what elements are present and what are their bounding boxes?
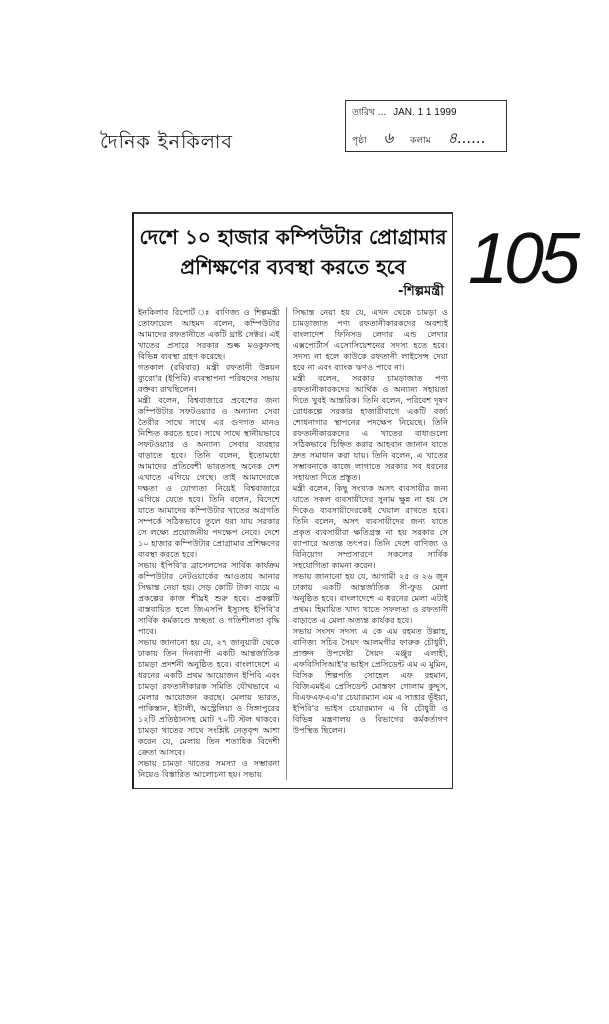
paragraph: সভায় চামড়া খাতের সমস্যা ও সম্ভাবনা নিয়েও বিস্তারিত আলোচনা হয়। সভায় bbox=[138, 758, 280, 779]
headline-line-1: দেশে ১০ হাজার কম্পিউটার প্রোগ্রামার bbox=[139, 225, 447, 249]
paragraph: সিদ্ধান্ত নেয়া হয় যে, এখন থেকে চামড়া ও চামড়াজাত পণ্য রফতানীকারকদের অবশ্যই বাংলাদেশ ফিনিসড লেদার এন্ড লেদার এক্সপোর্টার্স এসোসিয়েশনের সদস্য হতে হবে। সদস্য না হলে কাউকে রফতানী লাইসেন্স দেয়া হবে না এবং ব্যাংক ঋণও পাবে না। bbox=[292, 307, 448, 372]
stamp-date-label: তারিখ ... bbox=[352, 108, 387, 118]
paragraph: গতকাল (রবিবার) মন্ত্রী রফতানী উন্নয়ন ব্যুরো'র (ইপিবি) ব্যবস্থাপনা পরিষদের সভায় বক্তব্য রাখছিলেন। bbox=[138, 362, 280, 394]
article-clipping bbox=[132, 212, 453, 789]
handwritten-folio-number: 105 bbox=[468, 219, 577, 299]
paragraph: সভায় সংসদ সদস্য এ কে এম রহমত উল্লাহ, বাণিজ্য সচিব সৈয়দ আলমগীর ফারুক চৌধুরী, প্রাক্তন উপদেষ্টা সৈয়দ মঞ্জুর এলাহী, এফবিসিসিআই'র ভাইস প্রেসিডেন্ট এম এ মুমিন, বিসিক শিল্পপতি সোহেল এফ রহমান, বিজিএমইএ প্রেসিডেন্ট মোস্তফা গোলাম কুদ্দুস, বিএফএফএএ'র চেয়ারম্যান এম এ সাত্তার ভূঁইয়া, ইপিবি'র ভাইস চেয়ারম্যান এ বি চৌধুরী ও বিভিন্ন মন্ত্রণালয় ও বিভাগের কর্মকর্তাগণ উপস্থিত ছিলেন। bbox=[292, 626, 448, 735]
article-column-right bbox=[293, 307, 448, 780]
article-column-left bbox=[138, 307, 280, 780]
date-stamp bbox=[345, 100, 507, 152]
article-columns bbox=[138, 307, 448, 780]
stamp-date: JAN. 1 1 1999 bbox=[393, 107, 457, 118]
stamp-page: ৬ bbox=[383, 129, 394, 147]
paragraph: ইনকিলাব রিপোর্ট ঃ বাণিজ্য ও শিল্পমন্ত্রী তোফায়েল আহমদ বলেন, কম্পিউটার আমাদের রফতানীতে একটি থ্রাষ্ট সেক্টর। এই খাতের প্রসারে সরকার শুল্ক মওকুফসহ বিভিন্ন ব্যবস্থা গ্রহণ করেছে। bbox=[138, 307, 280, 361]
newspaper-name: দৈনিক ইনকিলাব bbox=[100, 131, 233, 153]
paragraph: মন্ত্রী বলেন, কিছু সংখ্যক অসৎ ব্যবসায়ীর জন্য যাতে সকল ব্যবসায়ীদের সুনাম ক্ষুন্ন না হয় সে দিকেও ব্যবসায়ীদেরকেই খেয়াল রাখতে হবে। তিনি বলেন, অসৎ ব্যবসায়ীদের জন্য যাতে প্রকৃত ব্যবসায়ীরা ক্ষতিগ্রস্ত না হয় সরকার সে ব্যাপারে অত্যন্ত তৎপর। তিনি দেশে বাণিজ্য ও বিনিয়োগ সম্প্রসারণে সকলের সার্বিক সহযোগিতা কামনা করেন। bbox=[292, 483, 448, 570]
stamp-page-label: পৃষ্ঠা bbox=[352, 136, 367, 146]
paragraph: মন্ত্রী বলেন, বিশ্ববাজারে প্রবেশের জন্য কম্পিউটার সফটওয়্যার ও অন্যান্য সেবা তৈরীর সাথে সাথে এর গুণগত মানও নিশ্চিত করতে হবে। সাথে সাথে স্থানীয়ভাবে সফটওয়্যার ও অন্যান্য সেবার ব্যবহার বাড়াতে হবে। তিনি বলেন, ইতোমধ্যে আমাদের প্রতিবেশী ভারতসহ অনেক দেশ এখাতে এগিয়ে গেছে। তাই আমাদেরকে দক্ষতা ও যোগ্যতা নিয়েই বিশ্ববাজারে এগিয়ে যেতে হবে। তিনি বলেন, বিদেশে যাতে আমাদের কম্পিউটার খাতের অগ্রগতি সম্পর্কে সঠিকভাবে তুলে ধরা যায় সরকার সে লক্ষ্যে প্রয়োজনীয় পদক্ষেপ নেবে। দেশে ১০ হাজার কম্পিউটার প্রোগ্রামার প্রশিক্ষণের ব্যবস্থা করতে হবে। bbox=[138, 395, 280, 559]
headline bbox=[138, 222, 448, 282]
byline: -শিল্পমন্ত্রী bbox=[397, 284, 444, 299]
paragraph: মন্ত্রী বলেন, সরকার চামড়াজাত পণ্য রফতানীকারকদের আর্থিক ও অন্যান্য সহায়তা দিতে খুবই আন্তরিক। তিনি বলেন, পরিবেশ দূষণ রোধকল্পে সরকার হাজারীবাগে একটি বর্জ্য শোধনাগার স্থাপনের পদক্ষেপ নিয়েছে। তিনি রফতানীকারকদের এ খাতের বাধাগুলো সঠিকভাবে চিহ্নিত করার আহবান জানান যাতে দ্রুত সমাধান করা যায়। তিনি বলেন, এ খাতের সম্ভাবনাকে কাজে লাগাতে সরকার সব ধরনের সহায়তা দিতে প্রস্তুত। bbox=[292, 373, 448, 482]
paragraph: সভায় জানানো হয় যে, আগামী ২৫ ও ২৬ জুন ঢাকায় একটি আন্তর্জাতিক সী-ফুড মেলা অনুষ্ঠিত হবে। বাংলাদেশে এ ধরনের মেলা এটাই প্রথম। হিমায়িত খাদ্য খাতে সফলতা ও রফতানী বাড়াতে এ মেলা অত্যন্ত কার্যকর হবে। bbox=[292, 571, 448, 625]
paragraph: সভায় ইপিবি'র ব্রাসেলসের সার্বিক কার্যক্রম কম্পিউটার নেটওয়ার্কের আওতায় আনার সিদ্ধান্ত নেয়া হয়। দেড় কোটি টাকা ব্যয়ে এ প্রকল্পের কাজ শীঘ্রই শুরু হবে। প্রকল্পটি বাস্তবায়িত হলে জিএসপি ইস্যুসহ ইপিবি'র সার্বিক কর্মকাণ্ডে স্বচ্ছতা ও গতিশীলতা বৃদ্ধি পাবে। bbox=[138, 560, 280, 636]
stamp-column-label: কলাম bbox=[410, 136, 431, 146]
headline-line-2: প্রশিক্ষণের ব্যবস্থা করতে হবে bbox=[180, 255, 406, 279]
paragraph: সভায় জানানো হয় যে, ২৭ জানুয়ারী থেকে ঢাকায় তিন দিনব্যাপী একটি আন্তর্জাতিক চামড়া প্রদর্শনী অনুষ্ঠিত হবে। বাংলাদেশে এ ধরনের একটি প্রথম আয়োজন ইপিবি এবং চামড়া রফতানীকারক সমিতি যৌথভাবে এ মেলার আয়োজন করছে। মেলায় ভারত, পাকিস্তান, ইটালী, অস্ট্রেলিয়া ও সিঙ্গাপুরের ১২টি প্রতিষ্ঠানসহ মোট ৭০টি স্টল থাকবে। চামড়া খাতের সাথে সংশ্লিষ্ট নেতৃবৃন্দ আশা করেন যে, মেলায় তিন শতাধিক বিদেশী ক্রেতা আসবে। bbox=[138, 637, 280, 757]
column-divider bbox=[286, 307, 287, 780]
stamp-page-row bbox=[352, 127, 500, 152]
stamp-column: ৪...... bbox=[447, 129, 486, 147]
stamp-date-row bbox=[352, 105, 457, 120]
